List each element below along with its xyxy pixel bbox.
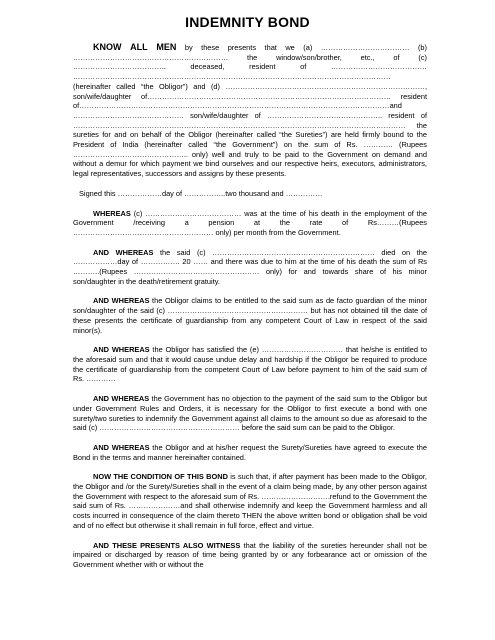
- paragraph-and-whereas-2: [73, 248, 427, 287]
- and-whereas-text: the said (c) ………………………………………………………… died on the ………………day of ……………. 20 …… and there was due to him at the time of his death the sum of Rs ………..(Rupees …………………………………………… only) for and towards share of his minor son/daughter in the death/retirement gratuity.: [73, 247, 427, 286]
- signed-text: Signed this ………………day of ……………..two thousand and ……………: [79, 188, 323, 198]
- condition-lead: NOW THE CONDITION OF THIS BOND: [93, 472, 228, 482]
- paragraph-and-whereas-5: [73, 394, 427, 433]
- know-all-men-text: by these presents that we (a) ……………………………… (b) ……………………………………………………… the window/son/brother, etc., of (c) ……………………………….. deceased, resident of ………………………………… ………………………………………………………………………………………………………………… (hereinafter called “the Obligor”) and (d) ………………………………………………………………………, son/wife/daughter of……………………………………………………………………………………… resident of………………………………………………………………………………………………………………and ……………………………………… son/wife/daughter of ……………………………………….. resident of ……………………………………………………………………………………………………………………… the sureties for and on behalf of the Obligor (hereinafter called “the Sureties”) are held firmly bound to the President of India (hereinafter called “the Government”) on the sum of Rs. ………… (Rupees ……………………………………….. only) well and truly to be paid to the Government on demand and without a demur for which payment we bind ourselves and our respective heirs, executors, administrators, legal representatives, successors and assigns by these presents.: [73, 43, 427, 179]
- witness-text: that the liability of the sureties hereunder shall not be impaired or discharged by reason of time being granted by or any forbearance act or omission of the Government whether with or without the: [73, 540, 427, 569]
- document-body: [73, 43, 427, 580]
- whereas-lead: WHEREAS: [93, 208, 131, 218]
- and-whereas-lead: AND WHEREAS: [93, 296, 150, 306]
- and-whereas-lead: AND WHEREAS: [93, 247, 154, 257]
- whereas-text: (c) ………………………………… was at the time of his death in the employment of the Government /receiving a pension at the rate of Rs………(Rupees ………………………………………………… only) per month from the Government.: [73, 208, 427, 237]
- paragraph-witness: [73, 541, 427, 570]
- and-whereas-text: the Obligor has satisfied the (e) …………………………… that he/she is entitled to the aforesaid sum and that it would cause undue delay and hardship if the Obligor be required to produce the certificate of guardianship from the competent Court of Law before payment to him of the said sum of Rs. …………: [73, 345, 427, 384]
- paragraph-condition: [73, 472, 427, 530]
- condition-text: is such that, if after payment has been made to the Obligor, the Obligor and /or the Surety/Sureties shall in the event of a claim being made, by any other person against the Government with respect to the aforesaid sum of Rs. ……………………….refund to the Government the said sum of Rs. …………………and shall otherwise indemnify and keep the Government harmless and all costs incurred in consequence of the claim thereto THEN the above written bond or obligation shall be void and of no effect but otherwise it shall remain in full force, effect and virtue.: [73, 472, 427, 530]
- and-whereas-text: the Obligor and at his/her request the Surety/Sureties have agreed to execute the Bond in the terms and manner hereinafter contained.: [73, 442, 427, 462]
- and-whereas-lead: AND WHEREAS: [93, 345, 150, 355]
- know-all-men-lead: KNOW ALL MEN: [93, 42, 177, 52]
- and-whereas-text: the Government has no objection to the payment of the said sum to the Obligor but under Government Rules and Orders, it is necessary for the Obligor to first execute a bond with one surety/two sureties to indemnify the Government against all claims to the amount so due as aforesaid to the said (c) ………………………………………………… before the said sum can be paid to the Obligor.: [73, 394, 428, 433]
- paragraph-and-whereas-4: [73, 345, 427, 384]
- page-title: INDEMNITY BOND: [185, 14, 310, 30]
- and-whereas-lead: AND WHEREAS: [93, 442, 150, 452]
- and-whereas-lead: AND WHEREAS: [93, 394, 150, 404]
- paragraph-signed: [73, 189, 427, 199]
- paragraph-and-whereas-3: [73, 296, 427, 335]
- and-whereas-text: the Obligor claims to be entitled to the said sum as de facto guardian of the minor son/daughter of the said (c) ………………………………………………… but has not obtained till the date of these presents the certificate of guardianship from any competent Court of Law in respect of the said minor(s).: [73, 296, 427, 335]
- paragraph-whereas-1: [73, 209, 427, 238]
- paragraph-and-whereas-6: [73, 443, 427, 462]
- witness-lead: AND THESE PRESENTS ALSO WITNESS: [93, 540, 241, 550]
- paragraph-know-all-men: [73, 43, 427, 179]
